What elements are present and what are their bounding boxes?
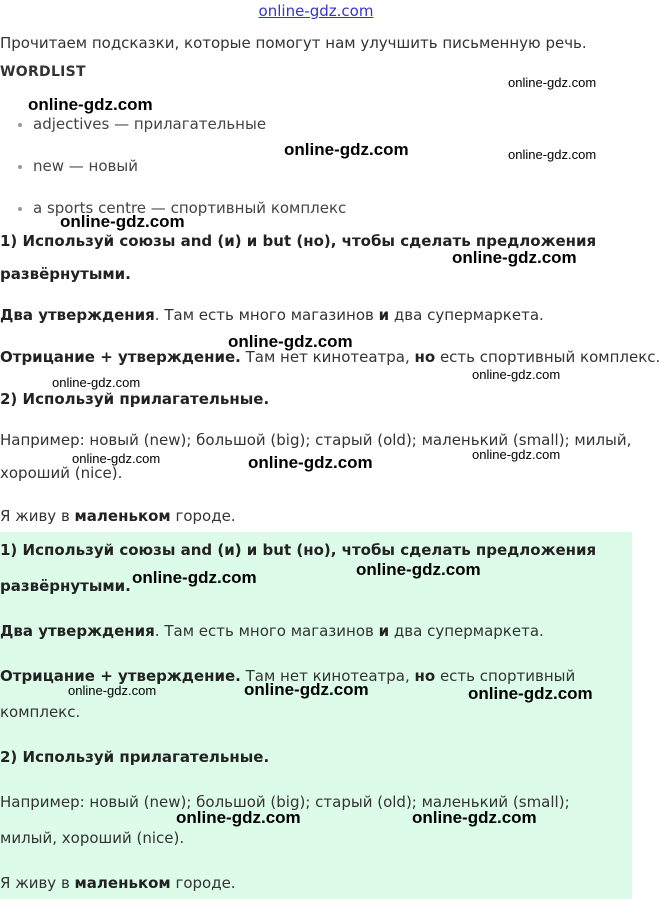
watermark: online-gdz.com [132,568,257,587]
example-two-statements: Два утверждения. Там есть много магазинов и два супермаркета. [0,306,544,324]
example-negation: Отрицание + утверждение. Там нет кинотеатра, но есть спортивный комплекс. [0,348,660,366]
tip-2-heading: 2) Используй прилагательные. [0,390,270,408]
watermark: online-gdz.com [452,248,577,267]
watermark: online-gdz.com [412,808,537,827]
example-adjectives: Например: новый (new); большой (big); старый (old); маленький (small); милый, [0,431,632,449]
answer-tip-1-heading-cont: развёрнутыми. [0,577,131,595]
answer-tip-2-heading: 2) Используй прилагательные. [0,748,270,766]
watermark: online-gdz.com [244,680,369,699]
wordlist-item: new — новый [18,157,138,175]
site-header-link[interactable]: online-gdz.com [258,2,374,20]
bullet-icon [18,165,22,169]
example-adjectives-cont: хороший (nice). [0,464,123,482]
bullet-icon [18,123,22,127]
watermark: online-gdz.com [176,808,301,827]
answer-example-negation: Отрицание + утверждение. Там нет кинотеатра, но есть спортивный [0,667,576,685]
answer-example-adjectives-cont: милый, хороший (nice). [0,829,185,847]
watermark: online-gdz.com [284,140,409,159]
watermark: online-gdz.com [508,75,597,90]
answer-example-sentence: Я живу в маленьком городе. [0,874,236,892]
answer-example-negation-cont: комплекс. [0,703,81,721]
watermark: online-gdz.com [228,332,353,351]
watermark: online-gdz.com [508,147,597,162]
answer-tip-1-heading: 1) Используй союзы and (и) и but (но), чтобы сделать предложения [0,541,597,559]
tip-1-heading-cont: развёрнутыми. [0,265,131,283]
watermark: online-gdz.com [472,447,561,462]
watermark: online-gdz.com [52,375,141,390]
watermark: online-gdz.com [72,451,161,466]
watermark: online-gdz.com [248,453,373,472]
wordlist-item: a sports centre — спортивный комплекс [18,199,346,217]
intro-text: Прочитаем подсказки, которые помогут нам улучшить письменную речь. [0,34,587,52]
watermark: online-gdz.com [28,95,153,114]
watermark: online-gdz.com [60,212,185,231]
answer-example-adjectives: Например: новый (new); большой (big); старый (old); маленький (small); [0,793,570,811]
answer-example-two-statements: Два утверждения. Там есть много магазинов и два супермаркета. [0,622,544,640]
bullet-icon [18,207,22,211]
wordlist-title: WORDLIST [0,64,86,80]
watermark: online-gdz.com [356,560,481,579]
example-sentence: Я живу в маленьком городе. [0,507,236,525]
watermark: online-gdz.com [472,367,561,382]
wordlist-item: adjectives — прилагательные [18,115,266,133]
tip-1-heading: 1) Используй союзы and (и) и but (но), чтобы сделать предложения [0,232,597,250]
watermark: online-gdz.com [68,683,157,698]
watermark: online-gdz.com [468,684,593,703]
